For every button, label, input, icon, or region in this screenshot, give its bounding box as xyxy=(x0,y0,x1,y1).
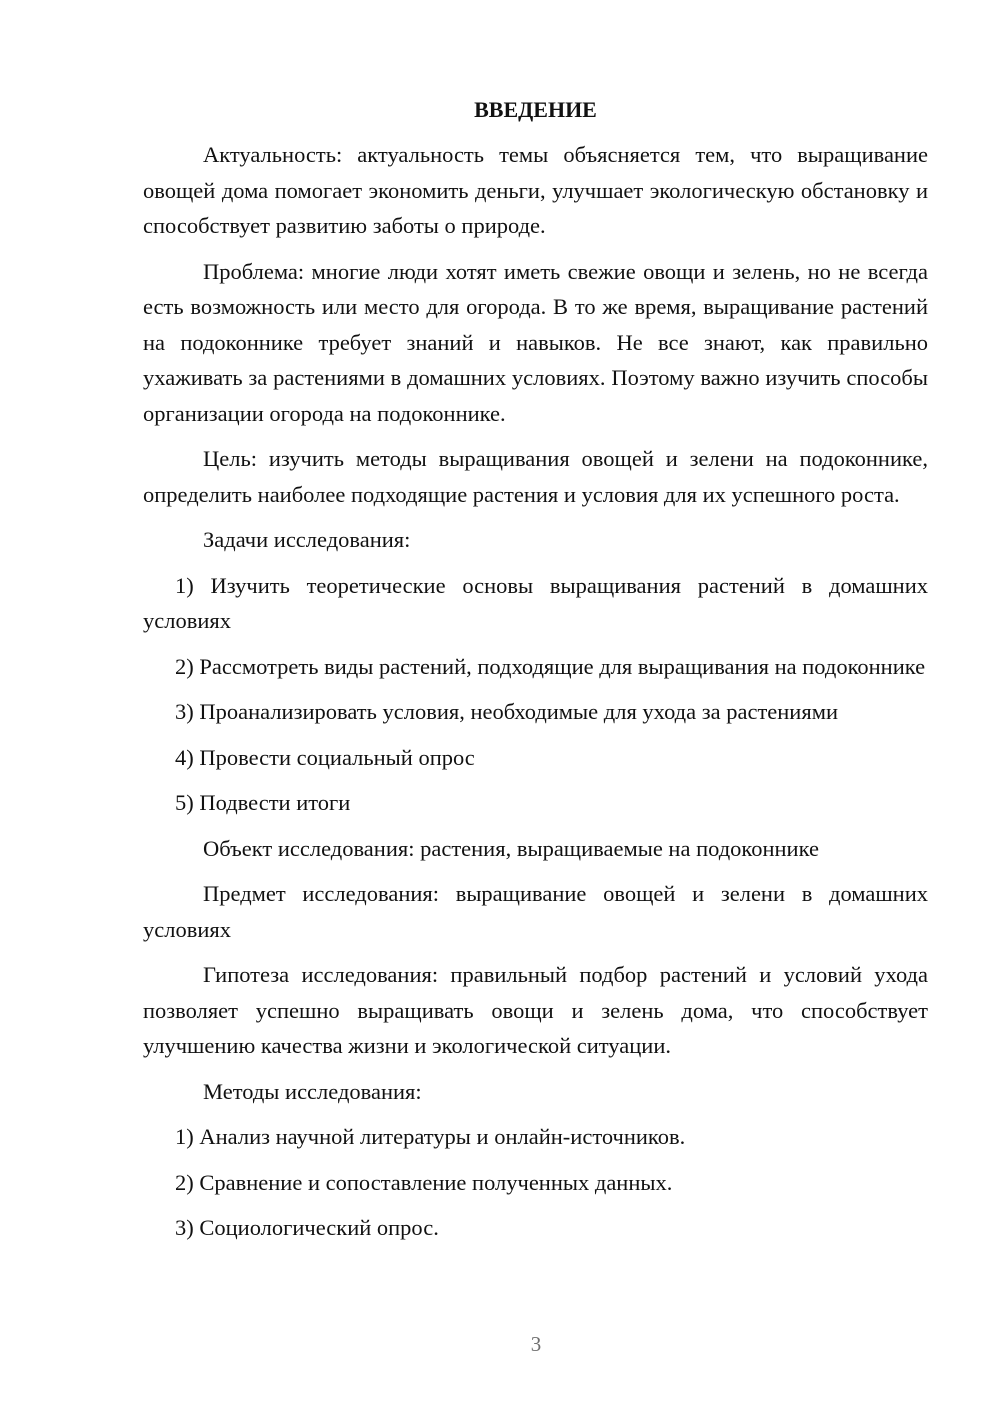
task-item: 1) Изучить теоретические основы выращивания растений в домашних условиях xyxy=(143,572,928,633)
tasks-heading: Задачи исследования: xyxy=(203,527,411,552)
problem-paragraph: Проблема: многие люди хотят иметь свежие овощи и зелень, но не всегда есть возможность или место для огорода. В то же время, выращивание растений на подоконнике требует знаний и навыков. Не все знают, как правильно ухаживать за растениями в домашних условиях. Поэтому важно изучить способы организации огорода на подоконнике. xyxy=(143,258,928,426)
method-item: 1) Анализ научной литературы и онлайн-источников. xyxy=(175,1124,686,1149)
document-page xyxy=(143,92,928,1256)
goal-paragraph: Цель: изучить методы выращивания овощей и зелени на подоконнике, определить наиболее подходящие растения и условия для их успешного роста. xyxy=(143,446,928,507)
page-title: ВВЕДЕНИЕ xyxy=(474,97,597,122)
method-item: 3) Социологический опрос. xyxy=(175,1215,439,1240)
object-paragraph: Объект исследования: растения, выращиваемые на подоконнике xyxy=(203,835,819,861)
subject-paragraph: Предмет исследования: выращивание овощей и зелени в домашних условиях xyxy=(143,881,928,942)
relevance-paragraph: Актуальность: актуальность темы объясняется тем, что выращивание овощей дома помогает экономить деньги, улучшает экологическую обстановку и способствует развитию заботы о природе. xyxy=(143,142,928,238)
task-item: 3) Проанализировать условия, необходимые для ухода за растениями xyxy=(175,699,838,724)
task-item: 2) Рассмотреть виды растений, подходящие для выращивания на подоконнике xyxy=(175,653,926,679)
task-item: 5) Подвести итоги xyxy=(175,790,351,815)
task-item: 4) Провести социальный опрос xyxy=(175,744,475,770)
method-item: 2) Сравнение и сопоставление полученных данных. xyxy=(175,1169,673,1195)
methods-heading: Методы исследования: xyxy=(203,1078,422,1104)
hypothesis-paragraph: Гипотеза исследования: правильный подбор растений и условий ухода позволяет успешно выращивать овощи и зелень дома, что способствует улучшению качества жизни и экологической ситуации. xyxy=(143,962,928,1058)
page-number: 3 xyxy=(530,1332,542,1356)
